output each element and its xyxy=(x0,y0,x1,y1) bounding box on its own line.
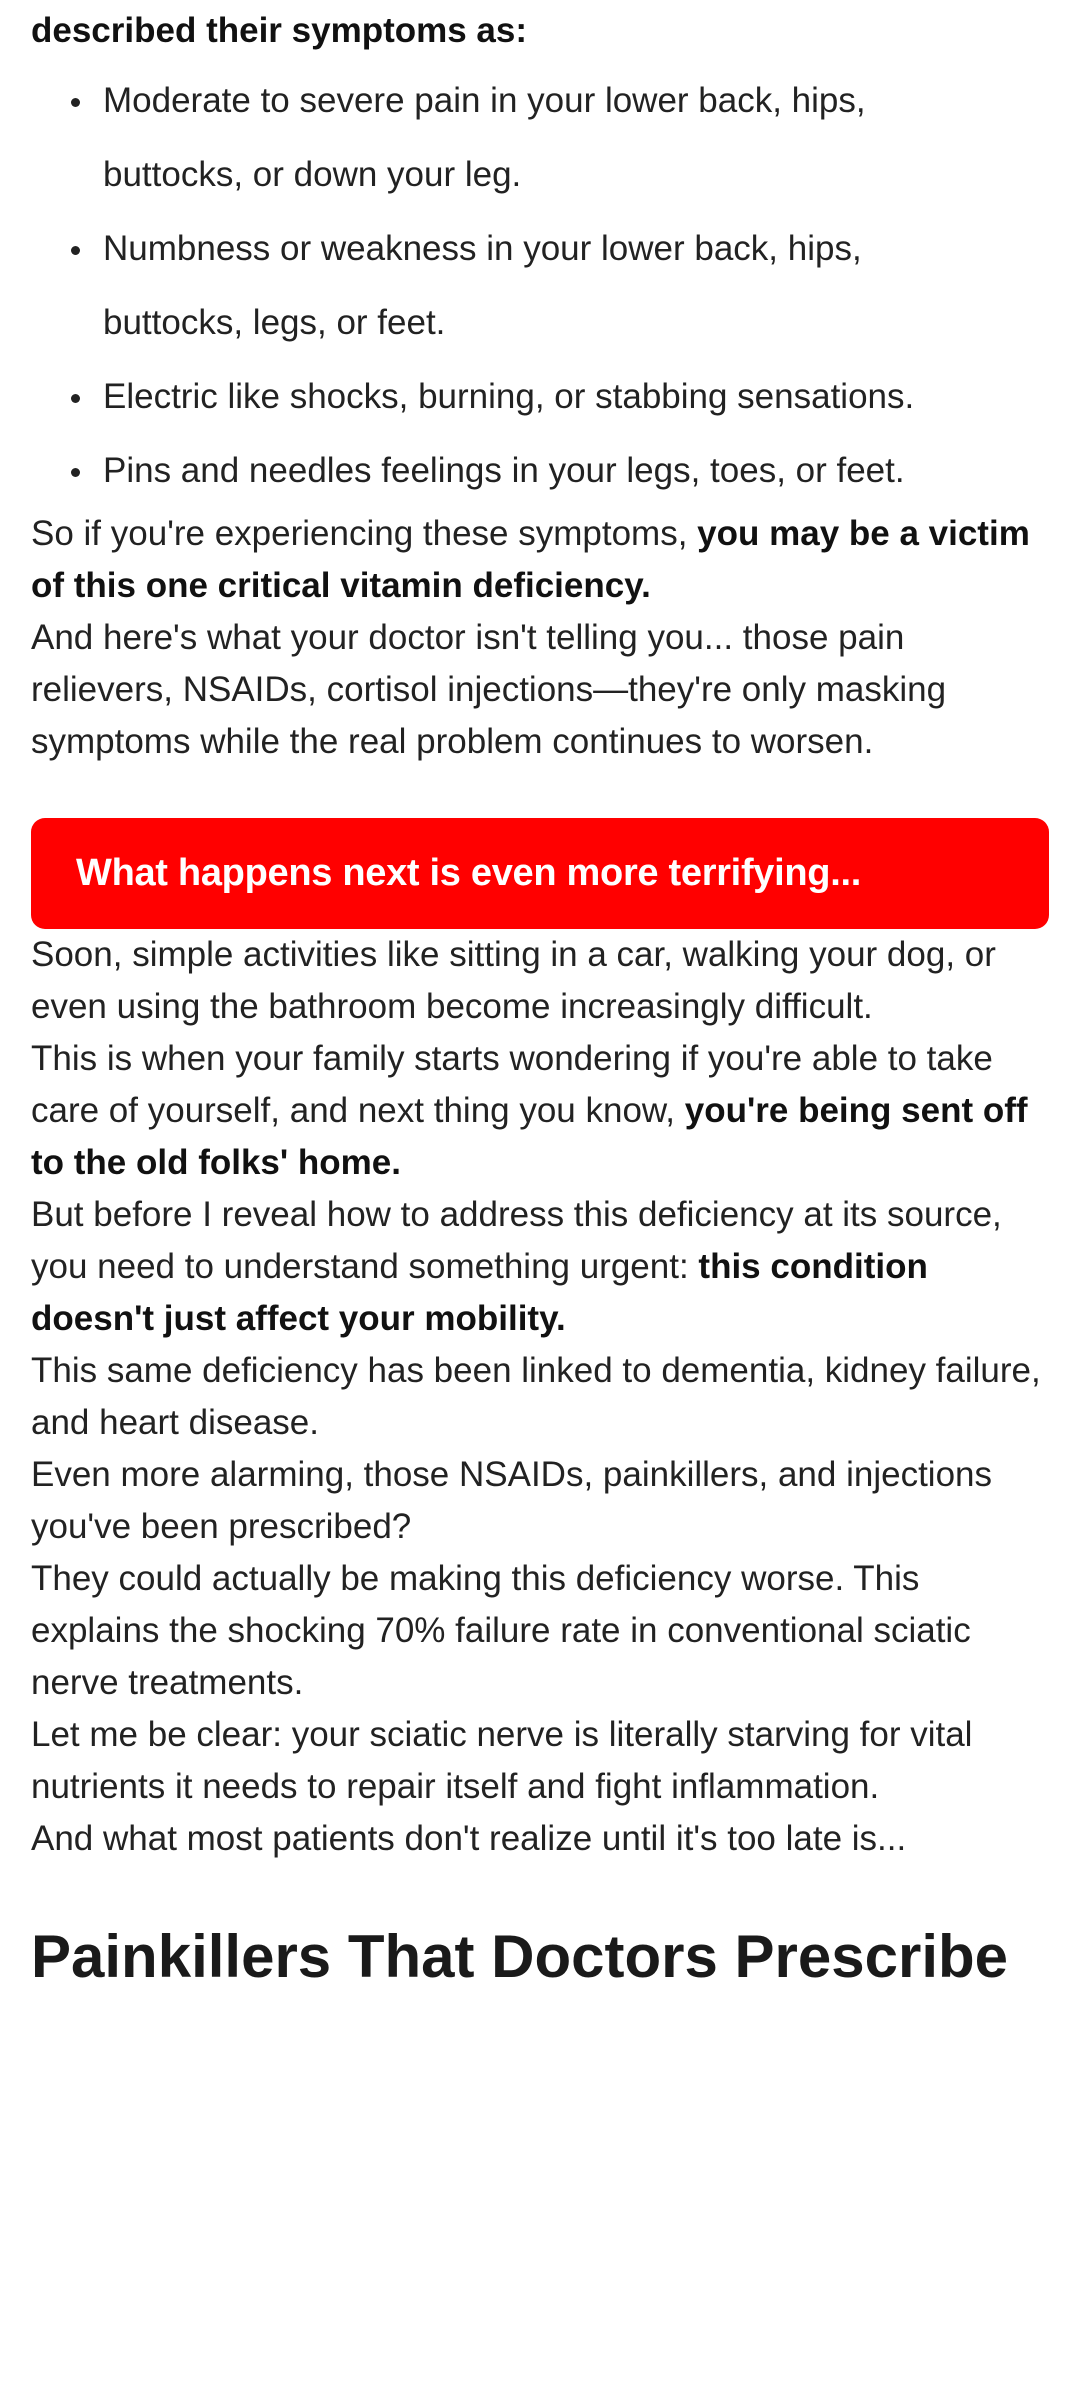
paragraph-nerve-starving: Let me be clear: your sciatic nerve is literally starving for vital nutrients it needs to repair itself and fight inflammation. xyxy=(31,1715,973,1806)
paragraph-text: So if you're experiencing these symptoms, xyxy=(31,514,698,553)
paragraph-emphasis: you may be a victim of this one critical vitamin deficiency. xyxy=(31,514,1030,605)
symptom-item-2-continued: buttocks, legs, or feet. xyxy=(103,303,446,342)
paragraph-text: But before I reveal how to address this deficiency at its source, you need to understand something urgent: xyxy=(31,1195,1002,1286)
symptom-item-3: Electric like shocks, burning, or stabbing sensations. xyxy=(31,360,1051,434)
paragraph-failure-rate: They could actually be making this deficiency worse. This explains the shocking 70% failure rate in conventional sciatic nerve treatments. xyxy=(31,1559,971,1702)
paragraph-emphasis: you're being sent off to the old folks' home. xyxy=(31,1091,1028,1182)
symptom-list xyxy=(31,64,1051,508)
paragraph-family-wondering xyxy=(31,1033,1051,1189)
callout-banner xyxy=(31,818,1049,929)
paragraph-text: This is when your family starts wondering if you're able to take care of yourself, and next thing you know, xyxy=(31,1039,993,1130)
symptom-item-1-continued: buttocks, or down your leg. xyxy=(103,155,522,194)
paragraph-emphasis: this condition doesn't just affect your mobility. xyxy=(31,1247,928,1338)
article-body xyxy=(31,0,1051,1993)
paragraph-linked-conditions: This same deficiency has been linked to dementia, kidney failure, and heart disease. xyxy=(31,1351,1041,1442)
intro-text: described their symptoms as: xyxy=(31,11,527,50)
paragraph-before-reveal xyxy=(31,1189,1051,1345)
callout-text: What happens next is even more terrifying... xyxy=(76,852,861,894)
paragraph-doctor-not-telling: And here's what your doctor isn't telling you... those pain relievers, NSAIDs, cortisol injections—they're only masking symptoms while the real problem continues to worsen. xyxy=(31,618,947,761)
section-heading: Painkillers That Doctors Prescribe xyxy=(31,1923,1009,1990)
paragraph-symptoms-deficiency xyxy=(31,508,1051,612)
paragraph-too-late: And what most patients don't realize until it's too late is... xyxy=(31,1819,907,1858)
symptom-item-2: Numbness or weakness in your lower back, hips, xyxy=(31,212,1051,286)
paragraph-simple-activities: Soon, simple activities like sitting in a car, walking your dog, or even using the bathroom become increasingly difficult. xyxy=(31,935,996,1026)
symptom-item-4: Pins and needles feelings in your legs, toes, or feet. xyxy=(31,434,1051,508)
paragraph-more-alarming: Even more alarming, those NSAIDs, painkillers, and injections you've been prescribed? xyxy=(31,1455,992,1546)
symptom-item-1: Moderate to severe pain in your lower back, hips, xyxy=(31,64,1051,138)
